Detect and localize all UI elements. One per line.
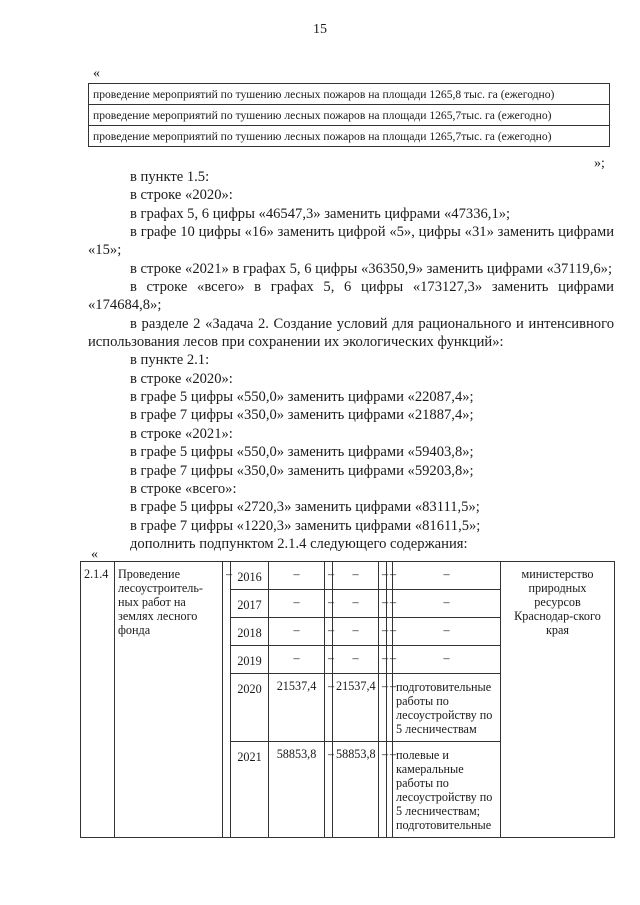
- table-cell: проведение мероприятий по тушению лесных пожаров на площади 1265,8 тыс. га (ежегодно): [89, 84, 610, 105]
- closing-quote: »;: [594, 156, 605, 171]
- year-cell: 2021: [231, 742, 269, 838]
- regional-cell: 58853,8: [333, 742, 379, 838]
- regional-cell: 21537,4: [333, 674, 379, 742]
- table-cell: проведение мероприятий по тушению лесных пожаров на площади 1265,7тыс. га (ежегодно): [89, 126, 610, 147]
- paragraph: в строке «2020»:: [130, 187, 233, 204]
- paragraph: в строке «2020»:: [130, 370, 233, 387]
- paragraph: в графах 5, 6 цифры «46547,3» заменить цифрами «47336,1»;: [130, 205, 511, 222]
- table-row: [89, 105, 610, 126]
- result-cell: полевые и камеральные работы по лесоустройству по 5 лесничествам; подготовительные: [393, 742, 501, 838]
- blank-cell: –: [379, 562, 387, 590]
- paragraph: в пункте 2.1:: [130, 352, 210, 369]
- executor-cell: министерство природных ресурсов Краснодар-ского края: [501, 562, 615, 838]
- blank-cell: –: [379, 674, 387, 742]
- result-cell: –: [393, 618, 501, 646]
- paragraph: в графе 7 цифры «350,0» заменить цифрами «59203,8»;: [130, 462, 474, 479]
- year-cell: 2017: [231, 590, 269, 618]
- blank-cell: –: [387, 618, 393, 646]
- paragraph: в графе 7 цифры «1220,3» заменить цифрами «81611,5»;: [130, 517, 481, 534]
- total-cell: –: [269, 590, 325, 618]
- paragraph: в разделе 2 «Задача 2. Создание условий для рационального и интенсивного использования лесов при сохранении их экологических функций»:: [88, 315, 614, 351]
- table-cell: проведение мероприятий по тушению лесных пожаров на площади 1265,7тыс. га (ежегодно): [89, 105, 610, 126]
- blank-cell: –: [379, 590, 387, 618]
- regional-cell: –: [333, 562, 379, 590]
- result-cell: –: [393, 646, 501, 674]
- subitem-table: [80, 561, 615, 838]
- regional-cell: –: [333, 618, 379, 646]
- blank-cell: –: [387, 590, 393, 618]
- blank-cell: –: [379, 646, 387, 674]
- paragraph: в графе 7 цифры «350,0» заменить цифрами «21887,4»;: [130, 407, 474, 424]
- result-cell: –: [393, 590, 501, 618]
- blank-cell: –: [325, 646, 333, 674]
- paragraph: в строке «2021»:: [130, 425, 233, 442]
- regional-cell: –: [333, 590, 379, 618]
- total-cell: –: [269, 618, 325, 646]
- table-row: [81, 562, 615, 590]
- blank-cell: –: [379, 618, 387, 646]
- year-cell: 2019: [231, 646, 269, 674]
- blank-cell: –: [387, 742, 393, 838]
- paragraph: в строке «2021» в графах 5, 6 цифры «36350,9» заменить цифрами «37119,6»;: [130, 260, 612, 277]
- page-number: 15: [313, 22, 327, 37]
- blank-cell: –: [387, 562, 393, 590]
- blank-cell: –: [325, 618, 333, 646]
- blank-cell: –: [387, 646, 393, 674]
- paragraph: в графе 10 цифры «16» заменить цифрой «5», цифры «31» заменить цифрами «15»;: [88, 224, 614, 259]
- subitem-name: Проведение лесоустроитель-ных работ на землях лесного фонда: [115, 562, 223, 838]
- blank-cell: –: [379, 742, 387, 838]
- subitem-number: 2.1.4: [81, 562, 115, 838]
- blank-cell: –: [325, 674, 333, 742]
- blank-cell: –: [325, 742, 333, 838]
- result-cell: подготовительные работы по лесоустройству по 5 лесничествам: [393, 674, 501, 742]
- total-cell: –: [269, 646, 325, 674]
- paragraph: в графе 5 цифры «2720,3» заменить цифрами «83111,5»;: [130, 499, 480, 516]
- total-cell: 21537,4: [269, 674, 325, 742]
- amendment-text: [88, 168, 614, 553]
- opening-quote: «: [91, 547, 98, 562]
- paragraph: в графе 5 цифры «550,0» заменить цифрами «59403,8»;: [130, 444, 474, 461]
- total-cell: 58853,8: [269, 742, 325, 838]
- paragraph: в строке «всего»:: [130, 480, 237, 497]
- paragraph: в строке «всего» в графах 5, 6 цифры «173127,3» заменить цифрами «174684,8»;: [88, 279, 614, 314]
- year-cell: 2018: [231, 618, 269, 646]
- regional-cell: –: [333, 646, 379, 674]
- blank-cell: –: [387, 674, 393, 742]
- replacement-table: [88, 83, 610, 147]
- opening-quote: «: [93, 66, 100, 81]
- blank-cell: –: [325, 562, 333, 590]
- paragraph: в пункте 1.5:: [130, 169, 210, 185]
- paragraph: в графе 5 цифры «550,0» заменить цифрами «22087,4»;: [130, 389, 474, 406]
- table-row: [89, 84, 610, 105]
- paragraph: дополнить подпунктом 2.1.4 следующего содержания:: [130, 535, 468, 552]
- blank-column: –: [223, 562, 231, 838]
- blank-cell: –: [325, 590, 333, 618]
- year-cell: 2020: [231, 674, 269, 742]
- result-cell: –: [393, 562, 501, 590]
- year-cell: 2016: [231, 562, 269, 590]
- total-cell: –: [269, 562, 325, 590]
- table-row: [89, 126, 610, 147]
